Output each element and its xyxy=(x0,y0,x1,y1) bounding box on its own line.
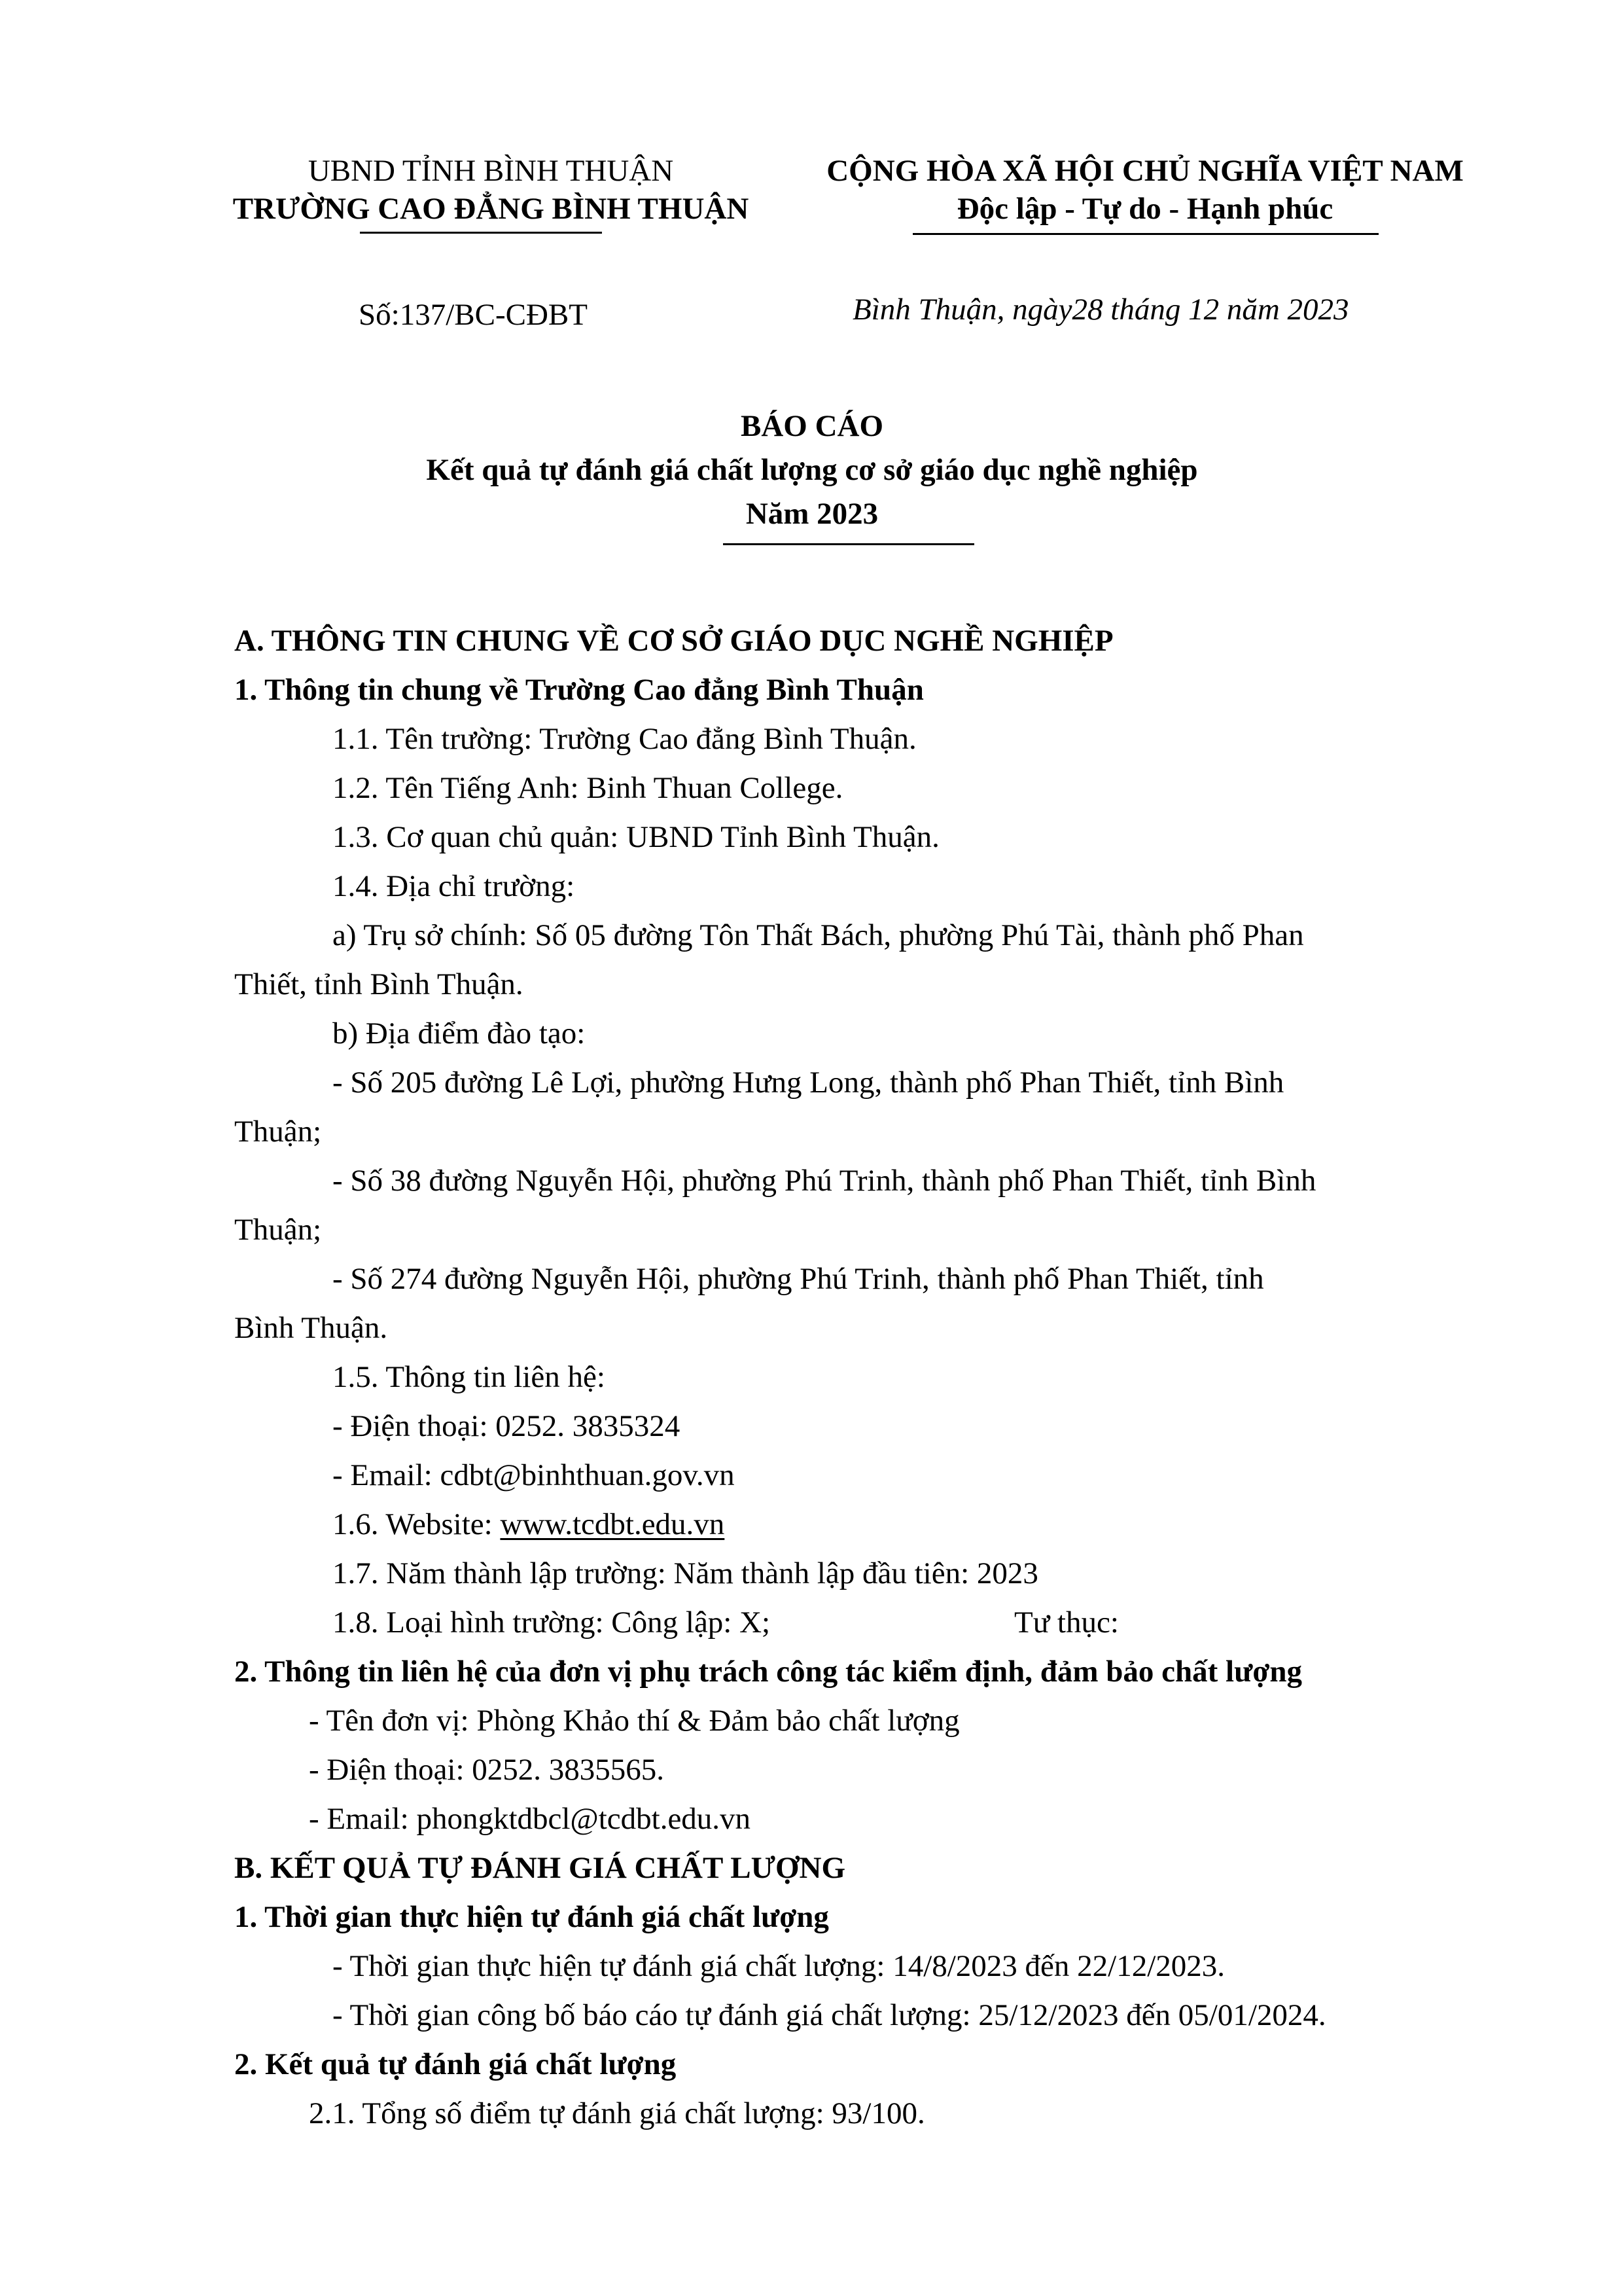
report-year: Năm 2023 xyxy=(745,497,879,531)
website-link[interactable]: www.tcdbt.edu.vn xyxy=(500,1507,725,1541)
place-and-date: Bình Thuận, ngày28 tháng 12 năm 2023 xyxy=(853,293,1349,327)
location-1-line2: Thuận; xyxy=(234,1115,322,1149)
total-score-item: 2.1. Tổng số điểm tự đánh giá chất lượng: 93/100. xyxy=(309,2096,925,2130)
governing-body-item: 1.3. Cơ quan chủ quản: UBND Tỉnh Bình Thuận. xyxy=(332,820,940,854)
location-2-line1: - Số 38 đường Nguyễn Hội, phường Phú Trinh, thành phố Phan Thiết, tỉnh Bình xyxy=(332,1164,1316,1198)
location-3-line2: Bình Thuận. xyxy=(234,1311,388,1345)
authority-name: UBND TỈNH BÌNH THUẬN xyxy=(308,154,674,188)
location-1-line1: - Số 205 đường Lê Lợi, phường Hưng Long, thành phố Phan Thiết, tỉnh Bình xyxy=(332,1066,1284,1100)
report-title: BÁO CÁO xyxy=(740,409,884,443)
school-type-public: 1.8. Loại hình trường: Công lập: X; xyxy=(332,1605,771,1640)
website-label: 1.6. Website: xyxy=(332,1507,501,1541)
title-underline xyxy=(723,543,974,545)
website-item xyxy=(332,1509,724,1540)
school-name: TRƯỜNG CAO ĐẲNG BÌNH THUẬN xyxy=(232,192,749,226)
publication-period: - Thời gian công bố báo cáo tự đánh giá chất lượng: 25/12/2023 đến 05/01/2024. xyxy=(332,1998,1326,2032)
location-2-line2: Thuận; xyxy=(234,1213,322,1247)
qa-unit-phone: - Điện thoại: 0252. 3835565. xyxy=(309,1753,665,1787)
section-b-sub1-heading: 1. Thời gian thực hiện tự đánh giá chất lượng xyxy=(234,1900,829,1934)
head-office-line1: a) Trụ sở chính: Số 05 đường Tôn Thất Bách, phường Phú Tài, thành phố Phan xyxy=(332,918,1304,952)
training-locations-item: b) Địa điểm đào tạo: xyxy=(332,1016,586,1050)
school-phone: - Điện thoại: 0252. 3835324 xyxy=(332,1409,680,1443)
national-motto: Độc lập - Tự do - Hạnh phúc xyxy=(957,192,1333,226)
document-number: Số:137/BC-CĐBT xyxy=(359,298,588,332)
national-title: CỘNG HÒA XÃ HỘI CHỦ NGHĨA VIỆT NAM xyxy=(826,154,1464,188)
qa-unit-name: - Tên đơn vị: Phòng Khảo thí & Đảm bảo chất lượng xyxy=(309,1704,960,1738)
national-motto-underline xyxy=(913,233,1379,235)
school-email: - Email: cdbt@binhthuan.gov.vn xyxy=(332,1458,735,1492)
qa-unit-email: - Email: phongktdbcl@tcdbt.edu.vn xyxy=(309,1802,751,1836)
assessment-period: - Thời gian thực hiện tự đánh giá chất lượng: 14/8/2023 đến 22/12/2023. xyxy=(332,1949,1226,1983)
address-item: 1.4. Địa chỉ trường: xyxy=(332,869,575,903)
section-b-heading: B. KẾT QUẢ TỰ ĐÁNH GIÁ CHẤT LƯỢNG xyxy=(234,1851,846,1885)
contact-info-item: 1.5. Thông tin liên hệ: xyxy=(332,1360,605,1394)
section-a-sub2-heading: 2. Thông tin liên hệ của đơn vị phụ trách công tác kiểm định, đảm bảo chất lượng xyxy=(234,1655,1302,1689)
school-type-private: Tư thục: xyxy=(1014,1605,1119,1640)
report-subtitle: Kết quả tự đánh giá chất lượng cơ sở giáo dục nghề nghiệp xyxy=(426,453,1198,487)
section-a-heading: A. THÔNG TIN CHUNG VỀ CƠ SỞ GIÁO DỤC NGHỀ NGHIỆP xyxy=(234,624,1114,658)
school-name-underline xyxy=(360,232,602,234)
location-3-line1: - Số 274 đường Nguyễn Hội, phường Phú Trinh, thành phố Phan Thiết, tỉnh xyxy=(332,1262,1264,1296)
head-office-line2: Thiết, tỉnh Bình Thuận. xyxy=(234,967,523,1001)
section-b-sub2-heading: 2. Kết quả tự đánh giá chất lượng xyxy=(234,2047,677,2081)
school-name-item: 1.1. Tên trường: Trường Cao đẳng Bình Thuận. xyxy=(332,722,917,756)
founding-year-item: 1.7. Năm thành lập trường: Năm thành lập đầu tiên: 2023 xyxy=(332,1556,1038,1590)
english-name-item: 1.2. Tên Tiếng Anh: Binh Thuan College. xyxy=(332,771,843,805)
section-a-sub1-heading: 1. Thông tin chung về Trường Cao đẳng Bình Thuận xyxy=(234,673,924,707)
